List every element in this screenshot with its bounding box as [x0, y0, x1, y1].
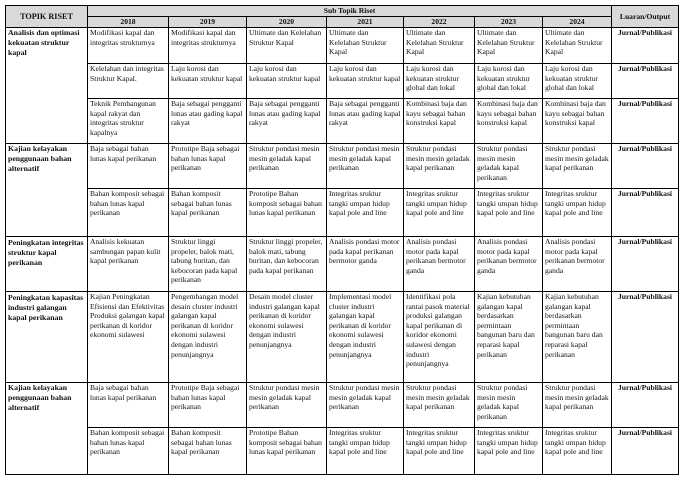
luaran-output-cell: Jurnal/Publikasi [612, 383, 679, 428]
table-row [6, 428, 679, 475]
sub-topik-cell-2018: Modifikasi kapal dan integritas strukturnya [88, 28, 169, 64]
sub-topik-cell-2019: Struktur linggi propeler, balok mati, tabung buritan, dan kebocoran pada kapal perikanan [169, 237, 247, 292]
sub-topik-cell-2020: Desain model cluster industri galangan kapal perikanan di koridor ekonomi sulawesi dengan industri penunjangnya [247, 292, 327, 383]
sub-topik-cell-2019: Prototipe Baja sebagai bahan lunas kapal perikanan [169, 383, 247, 428]
header-topik-riset: TOPIK RISET [6, 6, 88, 28]
topik-riset-cell: Peningkatan kapasitas industri galangan kapal perikanan [6, 292, 88, 383]
header-year-2020: 2020 [247, 17, 327, 28]
sub-topik-cell-2020: Laju korosi dan kekuatan struktur kapal [247, 64, 327, 99]
table-row [6, 189, 679, 237]
sub-topik-cell-2024: Integritas sruktur tangki umpan hidup kapal pole and line [543, 189, 612, 237]
sub-topik-cell-2023: Analisis pondasi motor pada kapal perikanan bermotor ganda [475, 237, 543, 292]
table-header [6, 6, 679, 28]
sub-topik-cell-2021: Struktur pondasi mesin mesin geladak kapal perikanan [327, 144, 404, 189]
sub-topik-cell-2020: Struktur linggi propeler, balok mati, tabung buritan, dan kebocoran pada kapal perikanan [247, 237, 327, 292]
sub-topik-cell-2019: Baja sebagai pengganti lunas atau gading kapal rakyat [169, 99, 247, 144]
topik-riset-cell: Analisis dan optimasi kekuatan struktur kapal [6, 28, 88, 144]
table-row [6, 292, 679, 383]
sub-topik-cell-2022: Ultimate dan Kelelahan Struktur Kapal [404, 28, 475, 64]
sub-topik-cell-2024: Kombinasi baja dan kayu sebagai bahan konstruksi kapal [543, 99, 612, 144]
sub-topik-cell-2022: Kombinasi baja dan kayu sebagai bahan konstruksi kapal [404, 99, 475, 144]
luaran-output-cell: Jurnal/Publikasi [612, 189, 679, 237]
sub-topik-cell-2019: Bahan komposit sebagai bahan lunas kapal perikanan [169, 428, 247, 475]
sub-topik-cell-2021: Laju korosi dan kekuatan struktur kapal [327, 64, 404, 99]
sub-topik-cell-2021: Implementasi model cluster industri galangan kapal perikanan di koridor ekonomi sulawesi dengan industri penunjangnya [327, 292, 404, 383]
sub-topik-cell-2021: Baja sebagai pengganti lunas atau gading kapal rakyat [327, 99, 404, 144]
sub-topik-cell-2020: Baja sebagai pengganti lunas atau gading kapal rakyat [247, 99, 327, 144]
sub-topik-cell-2021: Integritas sruktur tangki umpan hidup kapal pole and line [327, 189, 404, 237]
header-row-years [6, 17, 679, 28]
sub-topik-cell-2018: Baja sebagai bahan lunas kapal perikanan [88, 144, 169, 189]
sub-topik-cell-2022: Integritas sruktur tangki umpan hidup kapal pole and line [404, 189, 475, 237]
sub-topik-cell-2021: Analisis pondasi motor pada kapal perikanan bermotor ganda [327, 237, 404, 292]
sub-topik-cell-2018: Teknik Pembangunan kapal rakyat dan integritas struktur kapalnya [88, 99, 169, 144]
sub-topik-cell-2020: Prototipe Bahan komposit sebagai bahan lunas kapal perikanan [247, 189, 327, 237]
luaran-output-cell: Jurnal/Publikasi [612, 144, 679, 189]
sub-topik-cell-2024: Struktur pondasi mesin mesin geladak kapal perikanan [543, 383, 612, 428]
sub-topik-cell-2023: Integritas sruktur tangki umpan hidup kapal pole and line [475, 189, 543, 237]
sub-topik-cell-2021: Integritas sruktur tangki umpan hidup kapal pole and line [327, 428, 404, 475]
luaran-output-cell: Jurnal/Publikasi [612, 292, 679, 383]
sub-topik-cell-2021: Ultimate dan Kelelahan Struktur Kapal [327, 28, 404, 64]
sub-topik-cell-2021: Struktur pondasi mesin mesin geladak kapal perikanan [327, 383, 404, 428]
header-year-2021: 2021 [327, 17, 404, 28]
luaran-output-cell: Jurnal/Publikasi [612, 64, 679, 99]
sub-topik-cell-2020: Prototipe Bahan komposit sebagai bahan lunas kapal perikanan [247, 428, 327, 475]
table-row [6, 64, 679, 99]
sub-topik-cell-2023: Kajian kebutuhan galangan kapal berdasarkan permintaan bangunan baru dan reparasi kapal perikanan [475, 292, 543, 383]
sub-topik-cell-2023: Struktur pondasi mesin mesin geladak kapal perikanan [475, 144, 543, 189]
header-sub-topik-riset: Sub Topik Riset [88, 6, 612, 17]
header-year-2023: 2023 [475, 17, 543, 28]
header-year-2018: 2018 [88, 17, 169, 28]
sub-topik-cell-2022: Laju korosi dan kekuatan struktur global dan lokal [404, 64, 475, 99]
sub-topik-cell-2019: Pengembangan model desain cluster industri galangan kapal perikanan di koridor ekonomi sulawesi dengan industri penunjangnya [169, 292, 247, 383]
sub-topik-cell-2019: Modifikasi kapal dan integritas strukturnya [169, 28, 247, 64]
sub-topik-cell-2020: Struktur pondasi mesin mesin geladak kapal perikanan [247, 383, 327, 428]
sub-topik-cell-2023: Ultimate dan Kelelahan Struktur Kapal [475, 28, 543, 64]
header-luaran-output: Luaran/Output [612, 6, 679, 28]
sub-topik-cell-2023: Kombinasi baja dan kayu sebagai bahan konstruksi kapal [475, 99, 543, 144]
sub-topik-cell-2023: Struktur pondasi mesin mesin geladak kapal perikanan [475, 383, 543, 428]
sub-topik-cell-2018: Baja sebagai bahan lunas kapal perikanan [88, 383, 169, 428]
table-row [6, 28, 679, 64]
luaran-output-cell: Jurnal/Publikasi [612, 428, 679, 475]
sub-topik-cell-2018: Kajian Peningkatan Efisiensi dan Efektivitas Produksi galangan kapal perikanan di koridor ekonomi sulawesi [88, 292, 169, 383]
luaran-output-cell: Jurnal/Publikasi [612, 28, 679, 64]
header-year-2024: 2024 [543, 17, 612, 28]
sub-topik-cell-2022: Analisis pondasi motor pada kapal perikanan bermotor ganda [404, 237, 475, 292]
table-row [6, 144, 679, 189]
sub-topik-cell-2024: Ultimate dan Kelelahan Struktur Kapal [543, 28, 612, 64]
sub-topik-cell-2018: Bahan komposit sebagai bahan lunas kapal perikanan [88, 428, 169, 475]
topik-riset-cell: Kajian kelayakan penggunaan bahan alternatif [6, 144, 88, 237]
sub-topik-cell-2022: Integritas sruktur tangki umpan hidup kapal pole and line [404, 428, 475, 475]
sub-topik-cell-2019: Bahan komposit sebagai bahan lunas kapal perikanan [169, 189, 247, 237]
header-year-2022: 2022 [404, 17, 475, 28]
table-row [6, 237, 679, 292]
sub-topik-cell-2020: Ultimate dan Kelelahan Struktur Kapal [247, 28, 327, 64]
sub-topik-cell-2024: Analisis pondasi motor pada kapal perikanan bermotor ganda [543, 237, 612, 292]
sub-topik-cell-2018: Bahan komposit sebagai bahan lunas kapal perikanan [88, 189, 169, 237]
sub-topik-cell-2023: Integritas sruktur tangki umpan hidup kapal pole and line [475, 428, 543, 475]
research-topics-table [5, 5, 679, 475]
table-row [6, 383, 679, 428]
sub-topik-cell-2024: Kajian kebutuhan galangan kapal berdasarkan permintaan bangunan baru dan reparasi kapal perikanan [543, 292, 612, 383]
sub-topik-cell-2024: Struktur pondasi mesin mesin geladak kapal perikanan [543, 144, 612, 189]
sub-topik-cell-2019: Laju korosi dan kekuatan struktur kapal [169, 64, 247, 99]
sub-topik-cell-2022: Struktur pondasi mesin mesin geladak kapal perikanan [404, 383, 475, 428]
sub-topik-cell-2022: Identifikasi pola rantai pasok material produksi galangan kapal perikanan di koridor ekonomi sulawesi dengan industri penunjangnya [404, 292, 475, 383]
topik-riset-cell: Peningkatan integritas struktur kapal perikanan [6, 237, 88, 292]
sub-topik-cell-2018: Kelelahan dan integritas Struktur Kapal. [88, 64, 169, 99]
topik-riset-cell: Kajian kelayakan penggunaan bahan alternatif [6, 383, 88, 475]
table-row [6, 99, 679, 144]
sub-topik-cell-2024: Integritas sruktur tangki umpan hidup kapal pole and line [543, 428, 612, 475]
luaran-output-cell: Jurnal/Publikasi [612, 237, 679, 292]
sub-topik-cell-2019: Prototipe Baja sebagai bahan lunas kapal perikanan [169, 144, 247, 189]
sub-topik-cell-2022: Struktur pondasi mesin mesin geladak kapal perikanan [404, 144, 475, 189]
table-body [6, 28, 679, 475]
header-year-2019: 2019 [169, 17, 247, 28]
luaran-output-cell: Jurnal/Publikasi [612, 99, 679, 144]
sub-topik-cell-2018: Analisis kekuatan sambungan papan kulit kapal perikanan [88, 237, 169, 292]
sub-topik-cell-2020: Struktur pondasi mesin mesin geladak kapal perikanan [247, 144, 327, 189]
sub-topik-cell-2024: Laju korosi dan kekuatan struktur global dan lokal [543, 64, 612, 99]
sub-topik-cell-2023: Laju korosi dan kekuatan struktur global dan lokal [475, 64, 543, 99]
header-row-main [6, 6, 679, 17]
